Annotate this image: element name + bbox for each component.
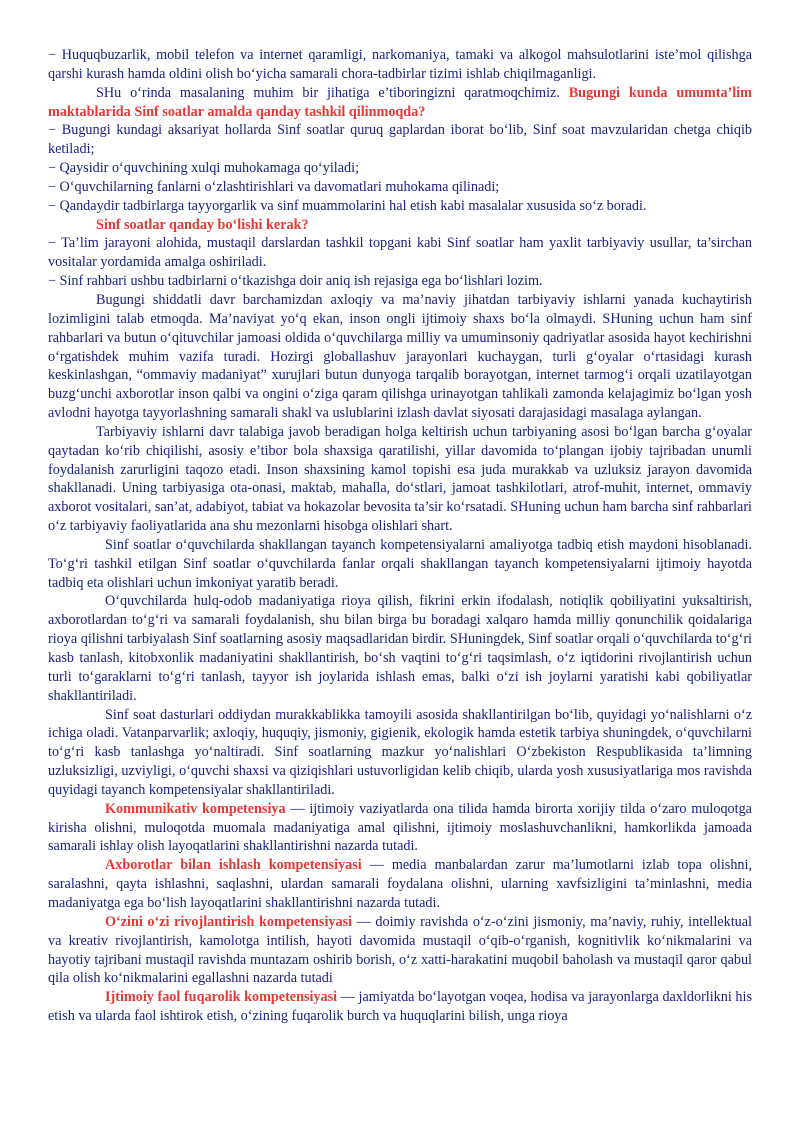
paragraph bbox=[48, 423, 752, 536]
text-run: — ijtimoiy vaziyatlarda ona tilida hamda birorta xorijiy tilda o‘zaro muloqotga kirisha olishni, muloqotda muomala madaniyatiga amal qilishni, ijtimoiy moslashuvchanlikni, hamkorlikda jamoada samarali ishlay olish layoqatlarini shakllantirishni nazarda tutadi. bbox=[48, 800, 752, 855]
paragraph bbox=[48, 46, 752, 84]
text-run: — media manbalardan zarur ma’lumotlarni izlab topa olishni, saralashni, qayta ishlashni, saqlashni, ulardan samarali foydalana olishni, ularning xavfsizligini ta’minlashni, media madaniyatga ega bo‘lish layoqatlarini shakllantirishni nazarda tutadi. bbox=[48, 857, 752, 911]
highlighted-heading: Sinf soatlar qanday bo‘lishi kerak? bbox=[96, 216, 309, 233]
paragraph bbox=[48, 121, 752, 159]
paragraph bbox=[48, 291, 752, 423]
text-run: − Sinf rahbari ushbu tadbirlarni o‘tkazishga doir aniq ish rejasiga ega bo‘lishlari lozim. bbox=[48, 273, 543, 290]
highlighted-heading: O‘zini o‘zi rivojlantirish kompetensiyasi bbox=[105, 913, 353, 930]
paragraph bbox=[48, 84, 752, 122]
paragraph bbox=[48, 592, 752, 705]
paragraph bbox=[48, 536, 752, 593]
text-run: − Ta’lim jarayoni alohida, mustaqil darslardan tashkil topgani kabi Sinf soatlar ham yaxlit tarbiyaviy usullar, ta’sirchan vositalar yordamida amalga oshiriladi. bbox=[48, 235, 752, 271]
paragraph bbox=[48, 988, 752, 1026]
text-run: − Huquqbuzarlik, mobil telefon va internet qaramligi, narkomaniya, tamaki va alkogol mahsulotlarini iste’mol qilishga qarshi kurash hamda oldini olish bo‘yicha samarali chora-tadbirlar tizimi ishlab chiqilmaganligi. bbox=[48, 47, 752, 82]
paragraph bbox=[48, 197, 752, 216]
text-run: Sinf soatlar o‘quvchilarda shakllangan tayanch kompetensiyalarni amaliyotga tadbiq etish maydoni hisoblanadi. To‘g‘ri tashkil etilgan Sinf soatlar o‘quvchilarda fanlar orqali shakllangan tayanch kompetensiyalarni ijtimoiy hayotda tadbiq eta olishlari uchun imkoniyat yaratib beradi. bbox=[48, 536, 752, 591]
paragraph bbox=[48, 272, 752, 291]
text-run: — jamiyatda bo‘layotgan voqea, hodisa va jarayonlarga daxldorlikni his etish va ularda faol ishtirok etish, o‘zining fuqarolik burch va huquqlarini bilish, unga rioya bbox=[48, 989, 752, 1025]
paragraph bbox=[48, 800, 752, 857]
text-run: − Bugungi kundagi aksariyat hollarda Sinf soatlar quruq gaplardan iborat bo‘lib, Sinf soat mavzularidan chetga chiqib ketiladi; bbox=[48, 122, 752, 158]
text-run: − Qandaydir tadbirlarga tayyorgarlik va sinf muammolarini hal etish kabi masalalar xususida so‘z boradi. bbox=[48, 197, 647, 214]
text-run: — doimiy ravishda o‘z-o‘zini jismoniy, ma’naviy, ruhiy, intellektual va kreativ rivojlantirish, kamolotga intilish, hayoti davomida mustaqil o‘qib-o‘rganish, kognitivlik ko‘nikmalarini va hayotiy tajribani mustaqil ravishda muntazam oshirib borish, o‘z xatti-harakatini muqobil baholash va mustaqil qaror qabul qila olish ko‘nikmalarini egallashni nazarda tutadi bbox=[48, 913, 752, 987]
text-run: − Qaysidir o‘quvchining xulqi muhokamaga qo‘yiladi; bbox=[48, 160, 360, 177]
text-run: Bugungi shiddatli davr barchamizdan axloqiy va ma’naviy jihatdan tarbiyaviy ishlarni yanada kuchaytirish lozimligini talab etmoqda. Ma’naviyat yo‘q ekan, inson ongli ijtimoiy shaxs bo‘la olmaydi. SHuning uchun ham sinf rahbarlari va butun o‘qituvchilar jamoasi oldida o‘quvchilarga milliy va umuminsoniy qadriyatlar asosida hayot kechirishni o‘rgatishdek muhim vazifa turadi. Hozirgi globallashuv jarayonlari kuchaygan, turli g‘oyalar o‘rtasidagi kurash keskinlashgan, “ommaviy madaniyat” xurujlari butun dunyoga tarqalib borayotgan, internet tarmog‘i orqali uzatilayotgan buzg‘unchi axborotlar inson qalbi va ongini o‘ziga qaram qilishga urinayotgan tahlikali zamonda kelajagimiz bo‘lgan yosh avlodni hayotga tayyorlashning samarali shakl va uslublarini izlash davlat siyosati darajasidagi masalaga aylangan. bbox=[48, 291, 752, 422]
text-run: Sinf soat dasturlari oddiydan murakkablikka tamoyili asosida shakllantirilgan bo‘lib, quyidagi yo‘nalishlarni o‘z ichiga oladi. Vatanparvarlik; axloqiy, huquqiy, jismoniy, gigienik, ekologik hamda estetik tarbiya shuningdek, o‘quvchilarni to‘g‘ri kasb tanlashga yo‘naltiradi. Sinf soatlarning mazkur yo‘nalishlari O‘zbekiston Respublikasida ta’limning uzluksizligi, uzviyligi, o‘quvchi shaxsi va qiziqishlari ustuvorligidan kelib chiqib, ularda yosh xususiyatlariga mos ravishda quyidagi tayanch kompetensiyalar shakllantiriladi. bbox=[48, 706, 752, 798]
paragraph bbox=[48, 234, 752, 272]
paragraph bbox=[48, 913, 752, 988]
paragraph bbox=[48, 159, 752, 178]
paragraph bbox=[48, 856, 752, 913]
text-run: SHu o‘rinda masalaning muhim bir jihatiga e’tiboringizni qaratmoqchimiz. bbox=[96, 84, 569, 101]
text-run: Tarbiyaviy ishlarni davr talabiga javob beradigan holga keltirish uchun tarbiyaning asosi bo‘lgan barcha g‘oyalar qaytadan ko‘rib chiqilishi, asosiy e’tibor bola shaxsiga qaratilishi, yillar davomida to‘plangan ijobiy tajribadan unumli foydalanish zarurligini taqozo etadi. Inson shaxsining kamol topishi esa juda murakkab va uzluksiz jarayon davomida shakllanadi. Uning tarbiyasiga ota-onasi, maktab, mahalla, do‘stlari, jamoat tashkilotlari, atrof-muhit, internet, ommaviy axborot vositalari, san’at, adabiyot, tabiat va hokazolar bevosita ta’sir ko‘rsatadi. SHuning uchun ham barcha sinf rahbarlari o‘z tarbiyaviy faoliyatlarida ana shu mezonlarni hisobga olishlari shart. bbox=[48, 423, 752, 535]
text-run: O‘quvchilarda hulq-odob madaniyatiga rioya qilish, fikrini erkin ifodalash, notiqlik qobiliyatini yuksaltirish, axborotlardan to‘g‘ri va samarali foydalanish, shu bilan birga bu boradagi xalqaro hamda milliy qonunchilik qoidalariga rioya qilishni tarbiyalash Sinf soatlarning asosiy maqsadlaridan birdir. SHuningdek, Sinf soatlar orqali o‘quvchilarda to‘g‘ri kasb tanlash, kitobxonlik madaniyatini shakllantirish, bo‘sh vaqtini to‘g‘ri taqsimlash, o‘z iqtidorini rivojlantirish uchun turli to‘garaklarni to‘g‘ri tanlash, tayyor ish joylarida ishlash emas, balki o‘zi ish joylarni yaratishi kabi qobiliyatlar shakllantiriladi. bbox=[48, 593, 752, 704]
highlighted-heading: Kommunikativ kompetensiya bbox=[105, 800, 286, 817]
highlighted-heading: Axborotlar bilan ishlash kompetensiyasi bbox=[105, 857, 362, 874]
paragraph bbox=[48, 706, 752, 800]
text-run: − O‘quvchilarning fanlarni o‘zlashtirishlari va davomatlari muhokama qilinadi; bbox=[48, 178, 500, 195]
highlighted-heading: Bugungi kunda umumta’lim maktablarida Sinf soatlar amalda qanday tashkil qilinmoqda? bbox=[48, 84, 752, 120]
document-body bbox=[48, 46, 752, 1026]
paragraph bbox=[48, 178, 752, 197]
paragraph bbox=[48, 216, 752, 235]
highlighted-heading: Ijtimoiy faol fuqarolik kompetensiyasi bbox=[105, 989, 338, 1006]
